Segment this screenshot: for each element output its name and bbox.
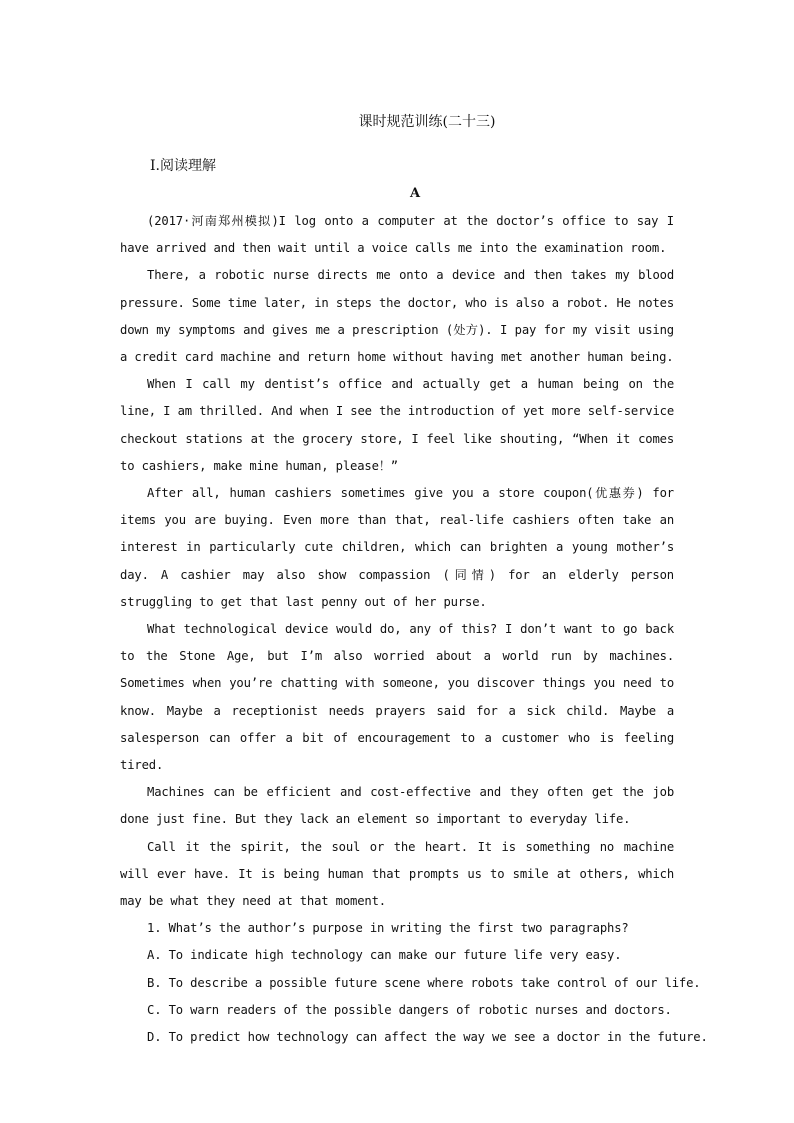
paragraph-1: (2017·河南郑州模拟)I log onto a computer at the doctor’s office to say I have arrived and then wait until a voice calls me into the examination room. [120, 214, 674, 256]
paragraph-2: There, a robotic nurse directs me onto a device and then takes my blood pressure. Some time later, in steps the doctor, who is also a robot. He notes down my symptoms and gives me a prescription (处方). I pay for my visit using a credit card machine and return home without having met another human being. [120, 268, 674, 365]
option-a: A. To indicate high technology can make our future life very easy. [147, 948, 622, 963]
option-d: D. To predict how technology can affect the way we see a doctor in the future. [147, 1030, 708, 1045]
paragraph-5: What technological device would do, any of this? I don’t want to go back to the Stone Age, but I’m also worried about a world run by machines. Sometimes when you’re chatting with someone, you discover things you need to know. Maybe a receptionist needs prayers said for a sick child. Maybe a salesperson can offer a bit of encouragement to a customer who is feeling tired. [120, 622, 674, 773]
option-c: C. To warn readers of the possible dangers of robotic nurses and doctors. [147, 1002, 672, 1017]
page-title: 课时规范训练(二十三) [358, 114, 496, 130]
passage-label: A [409, 186, 421, 201]
question-block [120, 915, 708, 1051]
paragraph-7: Call it the spirit, the soul or the heart. It is something no machine will ever have. It is being human that prompts us to smile at others, which may be what they need at that moment. [120, 839, 674, 909]
section-heading: Ⅰ.阅读理解 [150, 158, 216, 174]
option-b: B. To describe a possible future scene where robots take control of our life. [147, 975, 701, 990]
passage-body [120, 208, 674, 915]
paragraph-4: After all, human cashiers sometimes give you a store coupon(优惠券) for items you are buying. Even more than that, real-life cashiers often take an interest in particularly cute children, which can brighten a young mother’s day. A cashier may also show compassion (同情) for an elderly person struggling to get that last penny out of her purse. [120, 486, 674, 609]
paragraph-3: When I call my dentist’s office and actually get a human being on the line, I am thrilled. And when I see the introduction of yet more self-service checkout stations at the grocery store, I feel like shouting, “When it comes to cashiers, make mine human, please！” [120, 377, 674, 473]
document-page [120, 110, 708, 1051]
question-stem: 1. What’s the author’s purpose in writing the first two paragraphs? [147, 921, 629, 936]
paragraph-6: Machines can be efficient and cost-effective and they often get the job done just fine. But they lack an element so important to everyday life. [120, 785, 674, 827]
